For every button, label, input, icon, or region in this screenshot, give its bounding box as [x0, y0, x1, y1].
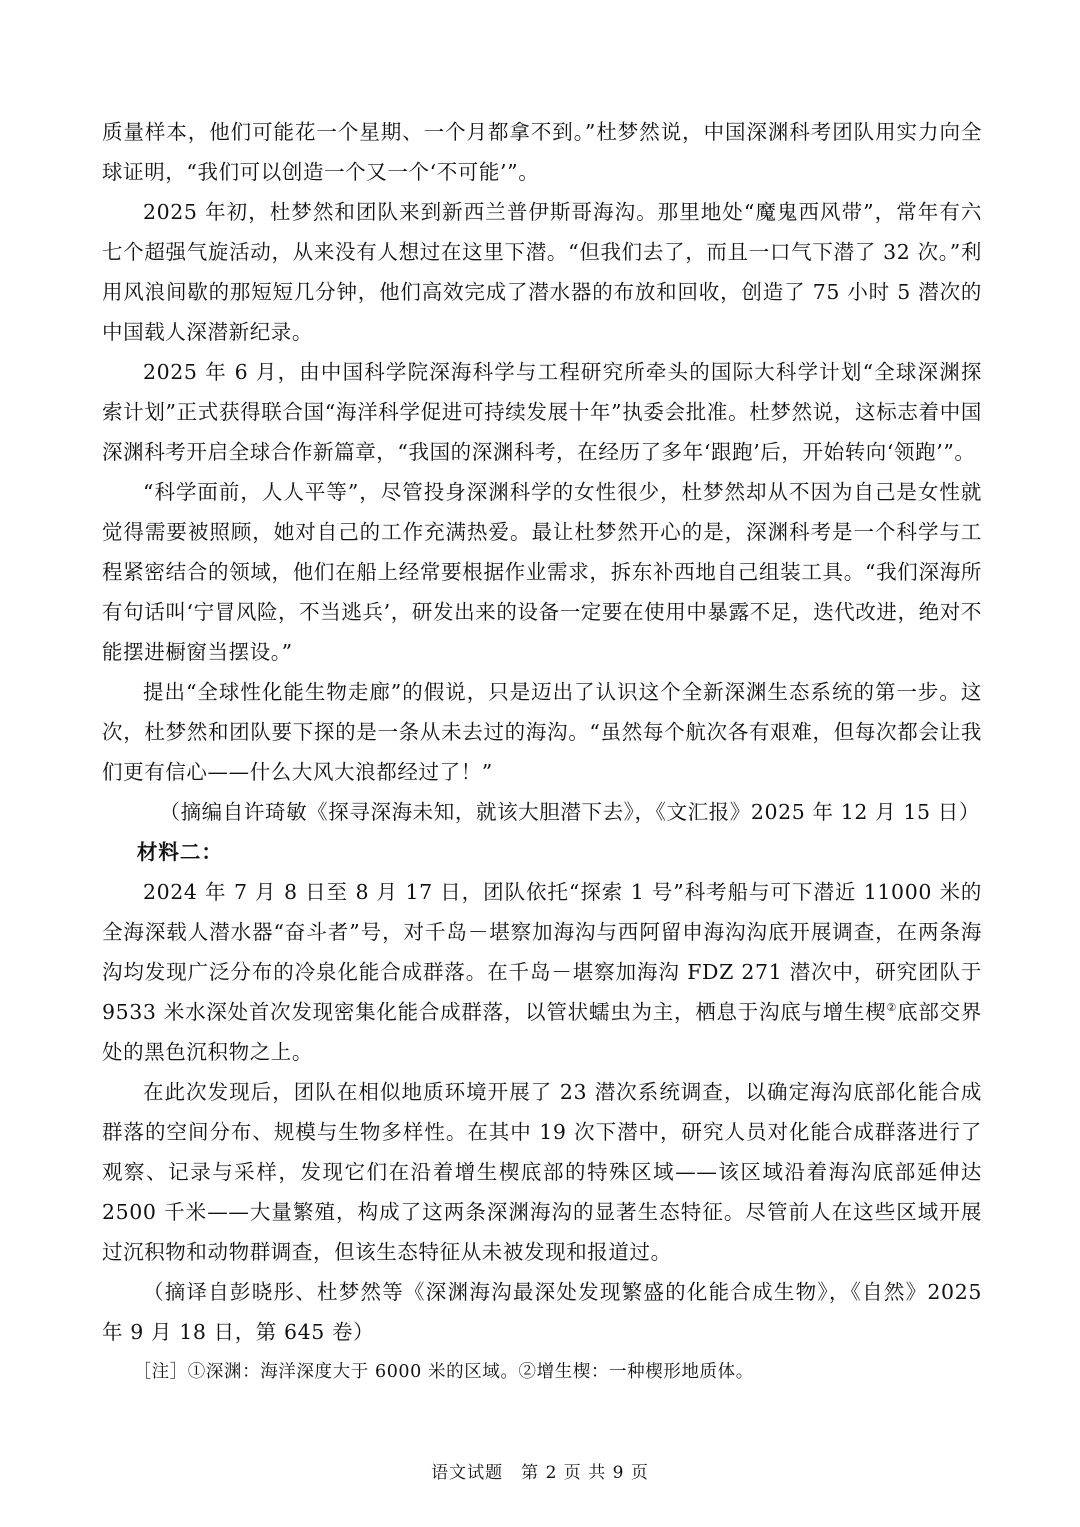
- paragraph-next-trench: 提出“全球性化能生物走廊”的假说，只是迈出了认识这个全新深渊生态系统的第一步。这次，杜梦然和团队要下探的是一条从未去过的海沟。“虽然每个航次各有艰难，但每次都会让我们更有信心——什么大风大浪都经过了！”: [102, 680, 982, 784]
- paragraph-continued: 质量样本，他们可能花一个星期、一个月都拿不到。”杜梦然说，中国深渊科考团队用实力向全球证明，“我们可以创造一个又一个‘不可能’”。: [102, 120, 982, 184]
- paragraph-science-equality: “科学面前，人人平等”，尽管投身深渊科学的女性很少，杜梦然却从不因为自己是女性就觉得需要被照顾，她对自己的工作充满热爱。最让杜梦然开心的是，深渊科考是一个科学与工程紧密结合的领域，他们在船上经常要根据作业需求，拆东补西地自己组装工具。“我们深海所有句话叫‘宁冒风险，不当逃兵’，研发出来的设备一定要在使用中暴露不足，迭代改进，绝对不能摆进橱窗当摆设。”: [102, 480, 982, 664]
- paragraph-puysegur-trench: 2025 年初，杜梦然和团队来到新西兰普伊斯哥海沟。那里地处“魔鬼西风带”，常年有六七个超强气旋活动，从来没有人想过在这里下潜。“但我们去了，而且一口气下潜了 32 次。”利用风浪间歇的那短短几分钟，他们高效完成了潜水器的布放和回收，创造了 75 小时 5 潜次的中国载人深潜新纪录。: [102, 200, 982, 344]
- page-footer: 语文试题 第 2 页 共 9 页: [431, 1463, 649, 1483]
- paragraph-global-abyss-plan: 2025 年 6 月，由中国科学院深海科学与工程研究所牵头的国际大科学计划“全球深渊探索计划”正式获得联合国“海洋科学促进可持续发展十年”执委会批准。杜梦然说，这标志着中国深渊科考开启全球合作新篇章，“我国的深渊科考，在经历了多年‘跟跑’后，开始转向‘领跑’”。: [102, 360, 982, 464]
- source-citation-2: （摘译自彭晓彤、杜梦然等《深渊海沟最深处发现繁盛的化能合成生物》，《自然》2025 年 9 月 18 日，第 645 卷）: [102, 1280, 982, 1344]
- material-two-heading: 材料二：: [136, 840, 223, 864]
- source-citation-1: （摘编自许琦敏《探寻深海未知，就该大胆潜下去》，《文汇报》2025 年 12 月 15 日）: [159, 800, 980, 824]
- footnote-marker-2: ②: [886, 1001, 898, 1015]
- material-two-paragraph-1: [102, 872, 982, 1072]
- material-two-paragraph-1-text: 2024 年 7 月 8 日至 8 月 17 日，团队依托“探索 1 号”科考船与可下潜近 11000 米的全海深载人潜水器“奋斗者”号，对千岛－堪察加海沟与西阿留申海沟沟底开展调查，在两条海沟均发现广泛分布的冷泉化能合成群落。在千岛－堪察加海沟 FDZ 271 潜次中，研究团队于 9533 米水深处首次发现密集化能合成群落，以管状蠕虫为主，栖息于沟底与增生楔: [102, 880, 982, 1024]
- page-content: [102, 112, 982, 1390]
- footnote: ［注］①深渊：海洋深度大于 6000 米的区域。②增生楔：一种楔形地质体。: [133, 1362, 754, 1382]
- material-two-paragraph-1-tail: 底部交界处的黑色沉积物之上。: [102, 1000, 982, 1064]
- material-two-paragraph-2: 在此次发现后，团队在相似地质环境开展了 23 潜次系统调查，以确定海沟底部化能合成群落的空间分布、规模与生物多样性。在其中 19 次下潜中，研究人员对化能合成群落进行了观察、记录与采样，发现它们在沿着增生楔底部的特殊区域——该区域沿着海沟底部延伸达 2500 千米——大量繁殖，构成了这两条深渊海沟的显著生态特征。尽管前人在这些区域开展过沉积物和动物群调查，但该生态特征从未被发现和报道过。: [102, 1080, 982, 1264]
